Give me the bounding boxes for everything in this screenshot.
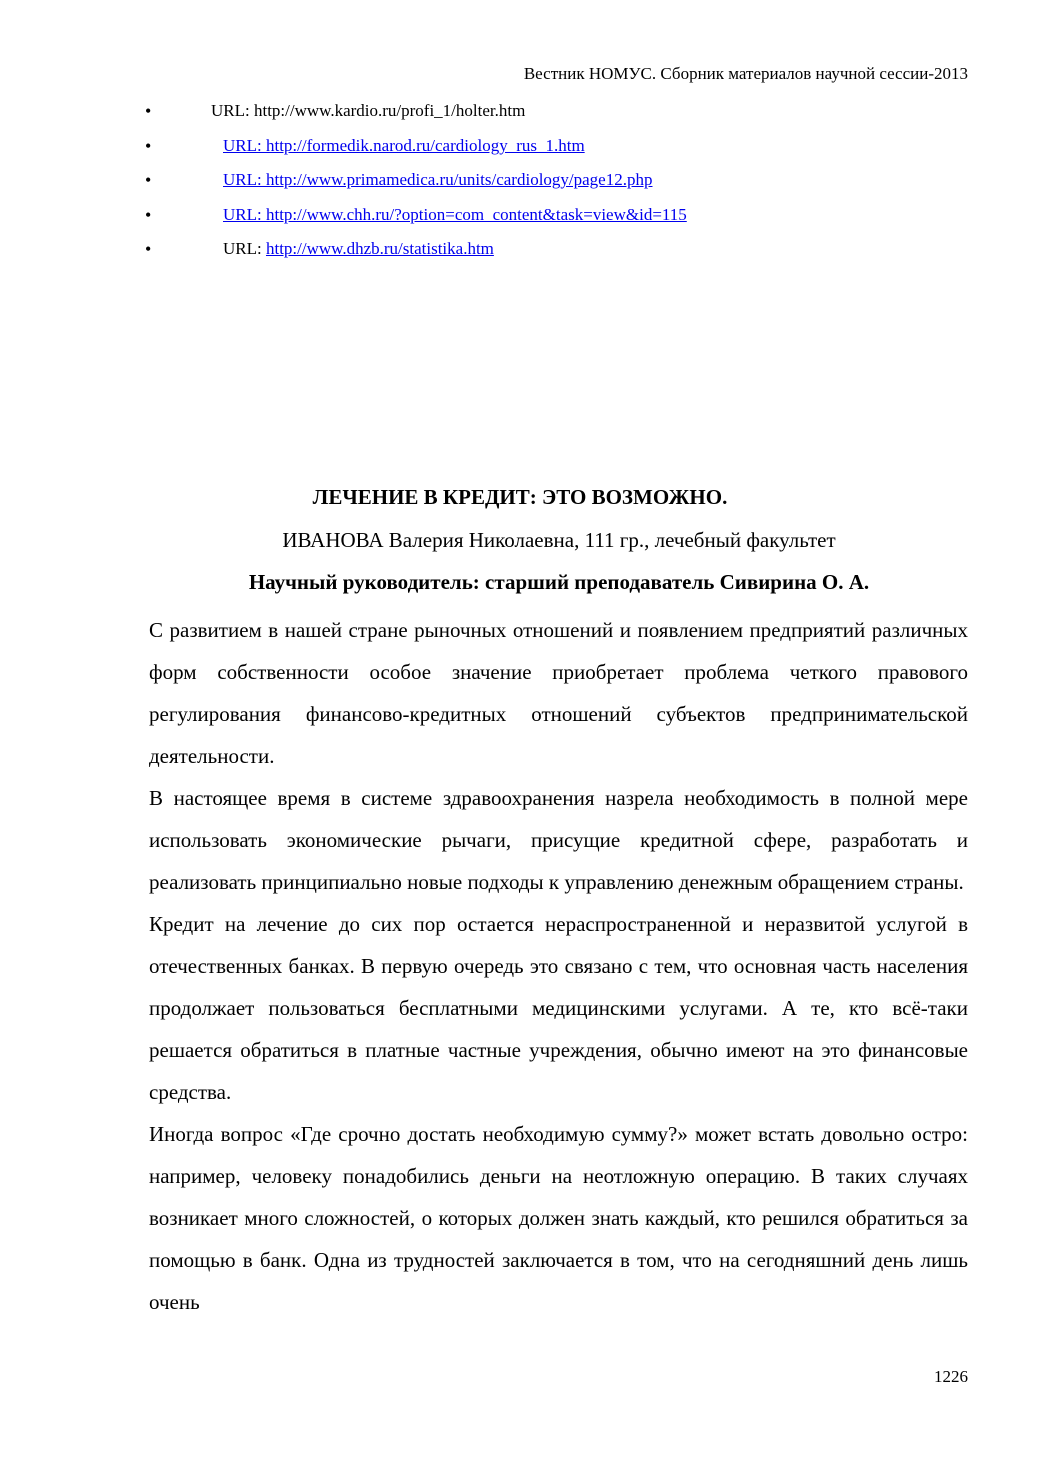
bullet-icon: • xyxy=(145,204,152,225)
bullet-icon: • xyxy=(145,135,152,156)
reference-item xyxy=(145,98,945,133)
article-author: ИВАНОВА Валерия Николаевна, 111 гр., лечебный факультет xyxy=(282,528,836,552)
reference-item xyxy=(145,202,945,237)
reference-link[interactable]: URL: http://www.primamedica.ru/units/cardiology/page12.php xyxy=(223,170,653,190)
bullet-icon: • xyxy=(145,239,152,260)
article-supervisor: Научный руководитель: старший преподаватель Сивирина О. А. xyxy=(248,570,870,594)
paragraph: В настоящее время в системе здравоохранения назрела необходимость в полной мере использовать экономические рычаги, присущие кредитной сфере, разработать и реализовать принципиально новые подходы к управлению денежным обращением страны. xyxy=(149,786,968,894)
paragraph: С развитием в нашей стране рыночных отношений и появлением предприятий различных форм собственности особое значение приобретает проблема четкого правового регулирования финансово-кредитных отношений субъектов предпринимательской деятельности. xyxy=(149,618,968,768)
running-header: Вестник НОМУС. Сборник материалов научной сессии-2013 xyxy=(523,64,968,83)
reference-link[interactable]: http://www.dhzb.ru/statistika.htm xyxy=(265,239,494,259)
reference-item xyxy=(145,167,945,202)
paragraph: Кредит на лечение до сих пор остается нераспространенной и неразвитой услугой в отечественных банках. В первую очередь это связано с тем, что основная часть населения продолжает пользоваться бесплатными медицинскими услугами. А те, кто всё-таки решается обратиться в платные частные учреждения, обычно имеют на это финансовые средства. xyxy=(149,912,968,1104)
article-body xyxy=(149,609,968,1323)
reference-text: URL: http://www.kardio.ru/profi_1/holter.htm xyxy=(211,101,526,120)
article-title: ЛЕЧЕНИЕ В КРЕДИТ: ЭТО ВОЗМОЖНО. xyxy=(312,485,728,509)
reference-item xyxy=(145,133,945,168)
reference-link[interactable]: URL: http://www.chh.ru/?option=com_content&task=view&id=115 xyxy=(223,204,687,224)
bullet-icon: • xyxy=(145,170,152,191)
reference-list xyxy=(145,98,945,271)
paragraph: Иногда вопрос «Где срочно достать необходимую сумму?» может встать довольно остро: например, человеку понадобились деньги на неотложную операцию. В таких случаях возникает много сложностей, о которых должен знать каждый, кто решился обратиться за помощью в банк. Одна из трудностей заключается в том, что на сегодняшний день лишь очень xyxy=(149,1122,968,1314)
reference-link[interactable]: URL: http://formedik.narod.ru/cardiology_rus_1.htm xyxy=(223,135,585,155)
bullet-icon: • xyxy=(145,101,152,121)
page-number: 1226 xyxy=(934,1367,968,1386)
reference-item xyxy=(145,236,945,271)
reference-prefix: URL: xyxy=(223,239,266,259)
reference-text xyxy=(223,236,494,262)
